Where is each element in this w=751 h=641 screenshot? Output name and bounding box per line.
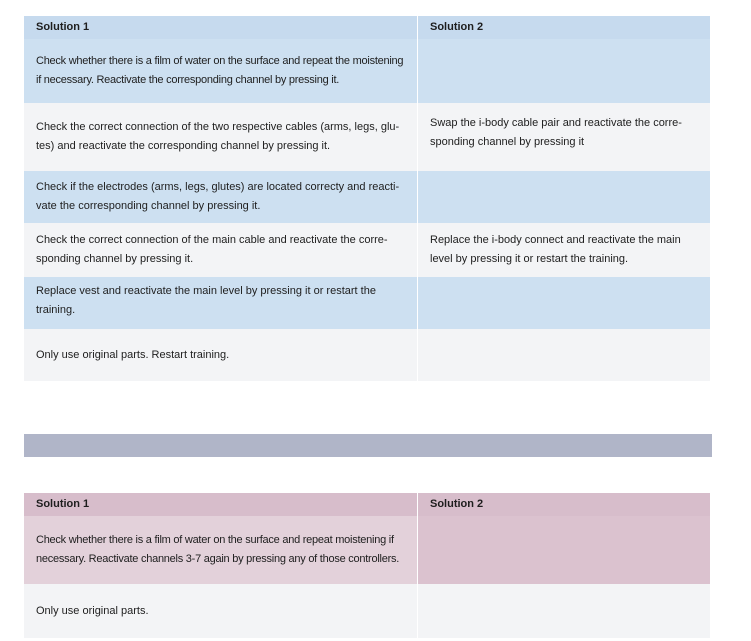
header-solution-1: Solution 1 xyxy=(36,21,90,33)
solutions-table-2 xyxy=(24,493,710,638)
table-header xyxy=(24,493,710,516)
solution-1-cell: Only use original parts. xyxy=(36,604,149,617)
table-row xyxy=(24,584,710,638)
solution-2-cell xyxy=(417,329,710,381)
solution-1-cell: Check whether there is a film of water on the surface and repeat the moistening if necessary. Reactivate the corresponding channel by pressing it. xyxy=(36,55,404,86)
header-solution-1: Solution 1 xyxy=(36,498,90,510)
table-row xyxy=(24,223,710,277)
solutions-table-1 xyxy=(24,16,710,381)
solution-1-cell: Check whether there is a film of water on the surface and repeat moistening if necessary. Reactivate channels 3-7 again by pressing any of those controllers. xyxy=(24,516,417,584)
table-row xyxy=(24,277,710,329)
section-divider-band xyxy=(24,434,712,457)
solution-2-cell xyxy=(417,584,710,638)
solution-2-cell xyxy=(417,39,710,103)
solution-1-cell: Check the correct connection of the main cable and reactivate the corre-sponding channel by pressing it. xyxy=(36,234,388,265)
table-row xyxy=(24,39,710,103)
solution-1-cell: Check the correct connection of the two respective cables (arms, legs, glu-tes) and reactivate the corresponding channel by pressing it. xyxy=(36,121,400,152)
solution-1-cell: Replace vest and reactivate the main level by pressing it or restart the training. xyxy=(36,285,376,316)
table-row xyxy=(24,329,710,381)
solution-2-cell: Replace the i-body connect and reactivate the main level by pressing it or restart the training. xyxy=(417,223,710,277)
table-row xyxy=(24,171,710,223)
table-row xyxy=(24,516,710,584)
solution-2-cell xyxy=(417,516,710,584)
table-header xyxy=(24,16,710,39)
table-row xyxy=(24,103,710,171)
solution-2-cell: Swap the i-body cable pair and reactivate the corre-sponding channel by pressing it xyxy=(417,103,710,171)
solution-1-cell: Check if the electrodes (arms, legs, glutes) are located correcty and reacti-vate the corresponding channel by pressing it. xyxy=(36,181,400,212)
solution-1-cell: Only use original parts. Restart training. xyxy=(36,348,230,361)
solution-2-cell xyxy=(417,277,710,329)
header-solution-2: Solution 2 xyxy=(417,493,710,516)
header-solution-2: Solution 2 xyxy=(417,16,710,39)
solution-2-cell xyxy=(417,171,710,223)
